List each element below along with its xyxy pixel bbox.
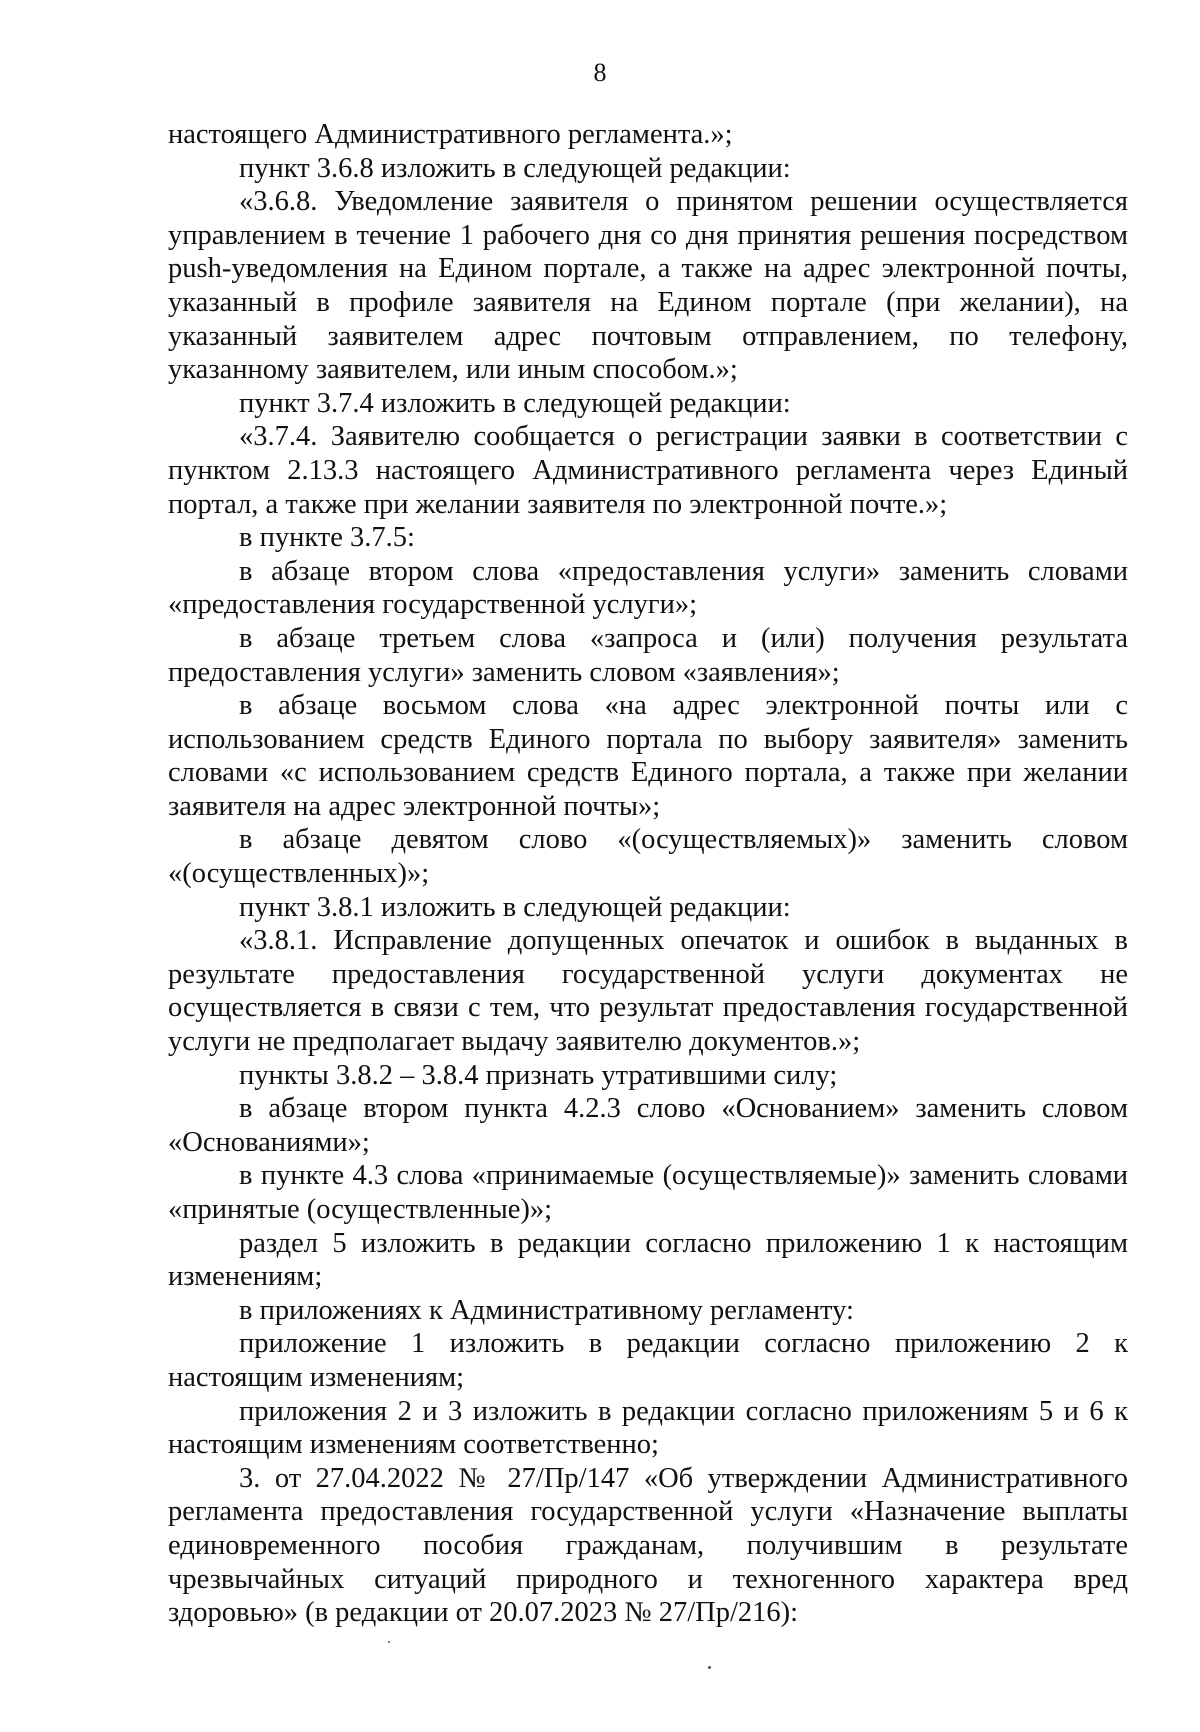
paragraph: пункт 3.6.8 изложить в следующей редакции: — [239, 152, 791, 184]
paragraph: в абзаце девятом слово «(осуществляемых)» заменить словом «(осуществленных)»; — [168, 824, 1128, 890]
paragraph: пункты 3.8.2 – 3.8.4 признать утратившими силу; — [239, 1059, 838, 1091]
paragraph: в пункте 4.3 слова «принимаемые (осуществляемые)» заменить словами «принятые (осуществленные)»; — [168, 1160, 1128, 1225]
paragraph: «3.6.8. Уведомление заявителя о принятом решении осуществляется управлением в течение 1 рабочего дня со дня принятия решения посредством push-уведомления на Едином портале, а также на адрес электронной почты, указанный в профиле заявителя на Едином портале (при желании), на указанный заявителем адрес почтовым отправлением, по телефону, указанному заявителем, или иным способом.»; — [168, 186, 1128, 386]
paragraph: в приложениях к Административному регламенту: — [239, 1294, 854, 1326]
scan-speck — [708, 1666, 711, 1669]
paragraph: приложения 2 и 3 изложить в редакции согласно приложениям 5 и 6 к настоящим изменениям соответственно; — [168, 1395, 1128, 1461]
page-number: 8 — [593, 58, 607, 87]
paragraph: настоящего Административного регламента.»; — [168, 119, 733, 150]
paragraph: в пункте 3.7.5: — [239, 522, 415, 554]
paragraph: пункт 3.8.1 изложить в следующей редакции: — [239, 891, 791, 923]
paragraph: в абзаце втором слова «предоставления услуги» заменить словами «предоставления государственной услуги»; — [168, 555, 1128, 621]
paragraph: «3.7.4. Заявителю сообщается о регистрации заявки в соответствии с пунктом 2.13.3 настоящего Административного регламента через Единый портал, а также при желании заявителя по электронной почте.»; — [168, 421, 1128, 520]
scan-speck — [388, 1641, 390, 1643]
document-body — [168, 118, 1128, 1630]
paragraph: в абзаце восьмом слова «на адрес электронной почты или с использованием средств Единого портала по выбору заявителя» заменить словами «с использованием средств Единого портала, а также при желании заявителя на адрес электронной почты»; — [168, 690, 1128, 822]
paragraph: «3.8.1. Исправление допущенных опечаток и ошибок в выданных в результате предоставления государственной услуги документах не осуществляется в связи с тем, что результат предоставления государственной услуги не предполагает выдачу заявителю документов.»; — [168, 925, 1128, 1058]
paragraph: пункт 3.7.4 изложить в следующей редакции: — [239, 387, 791, 419]
paragraph: в абзаце втором пункта 4.2.3 слово «Основанием» заменить словом «Основаниями»; — [168, 1093, 1128, 1158]
paragraph: раздел 5 изложить в редакции согласно приложению 1 к настоящим изменениям; — [168, 1227, 1128, 1293]
paragraph: в абзаце третьем слова «запроса и (или) получения результата предоставления услуги» заменить словом «заявления»; — [168, 622, 1128, 688]
paragraph: 3. от 27.04.2022 № 27/Пр/147 «Об утверждении Административного регламента предоставления государственной услуги «Назначение выплаты единовременного пособия гражданам, получившим в результате чрезвычайных ситуаций природного и техногенного характера вред здоровью» (в редакции от 20.07.2023 № 27/Пр/216): — [168, 1462, 1128, 1629]
paragraph: приложение 1 изложить в редакции согласно приложению 2 к настоящим изменениям; — [168, 1328, 1128, 1393]
